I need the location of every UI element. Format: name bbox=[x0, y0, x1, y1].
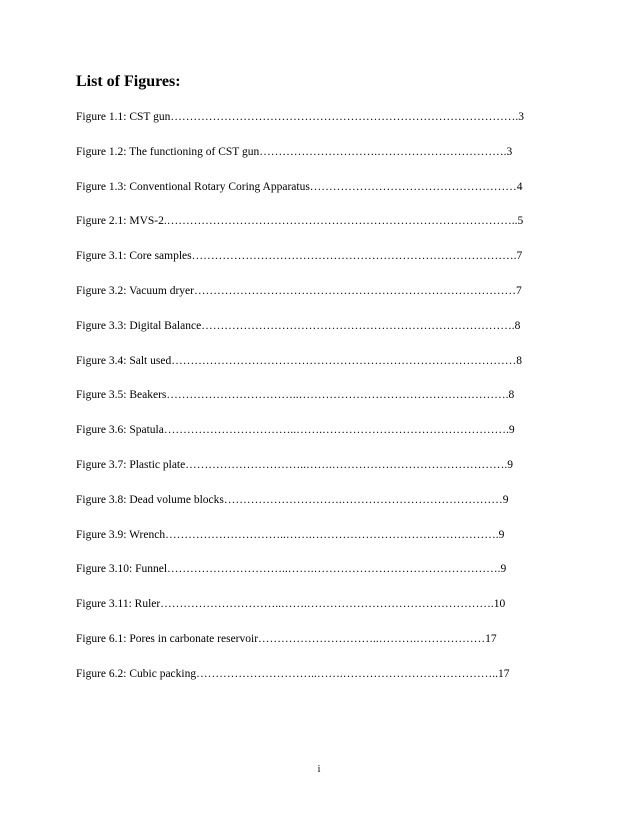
figure-entry[interactable]: Figure 6.1: Pores in carbonate reservoir…………………………..……….………………17 bbox=[76, 632, 497, 645]
figure-entry[interactable]: Figure 3.1: Core samples………………………………………………………………………….7 bbox=[76, 250, 523, 263]
figure-entry[interactable]: Figure 3.10: Funnel…………………………..…….………………………………………….9 bbox=[76, 563, 507, 576]
figure-entry[interactable]: Figure 3.8: Dead volume blocks………………………….……………………………………9 bbox=[76, 493, 509, 506]
figure-entry[interactable]: Figure 3.3: Digital Balance……………………………………………………………………….8 bbox=[76, 319, 521, 332]
figure-entry[interactable]: Figure 3.11: Ruler…………………………..…….………………………………………….10 bbox=[76, 598, 506, 611]
figure-entry[interactable]: Figure 3.5: Beakers……………………………..……………………………………………….8 bbox=[76, 389, 515, 402]
figure-entry[interactable]: Figure 1.1: CST gun……………………………………………………………………………….3 bbox=[76, 111, 524, 123]
figure-entry[interactable]: Figure 3.6: Spatula……………………………..…….………………………………………….9 bbox=[76, 424, 515, 437]
figure-entry[interactable]: Figure 3.4: Salt used………………………………………………………………………………8 bbox=[76, 354, 522, 367]
figure-entry[interactable]: Figure 2.1: MVS-2.………………………………………………………………………………..5 bbox=[76, 215, 524, 228]
figure-entry[interactable]: Figure 1.3: Conventional Rotary Coring Apparatus………………………………………………4 bbox=[76, 180, 523, 193]
page-number: i bbox=[317, 764, 321, 775]
figure-entry[interactable]: Figure 3.2: Vacuum dryer…………………………………………………………………………7 bbox=[76, 284, 522, 297]
list-of-figures bbox=[76, 109, 576, 701]
page-title: List of Figures: bbox=[76, 73, 181, 90]
figure-entry[interactable]: Figure 1.2: The functioning of CST gun………………………….…………………………….3 bbox=[76, 145, 513, 158]
figure-entry[interactable]: Figure 3.9: Wrench…………………………..…….………………………………………….9 bbox=[76, 528, 505, 541]
figure-entry[interactable]: Figure 3.7: Plastic plate…………………………..…….……………………………………….9 bbox=[76, 458, 513, 471]
figure-entry[interactable]: Figure 6.2: Cubic packing…………………………..…….…………………………………..17 bbox=[76, 667, 510, 680]
